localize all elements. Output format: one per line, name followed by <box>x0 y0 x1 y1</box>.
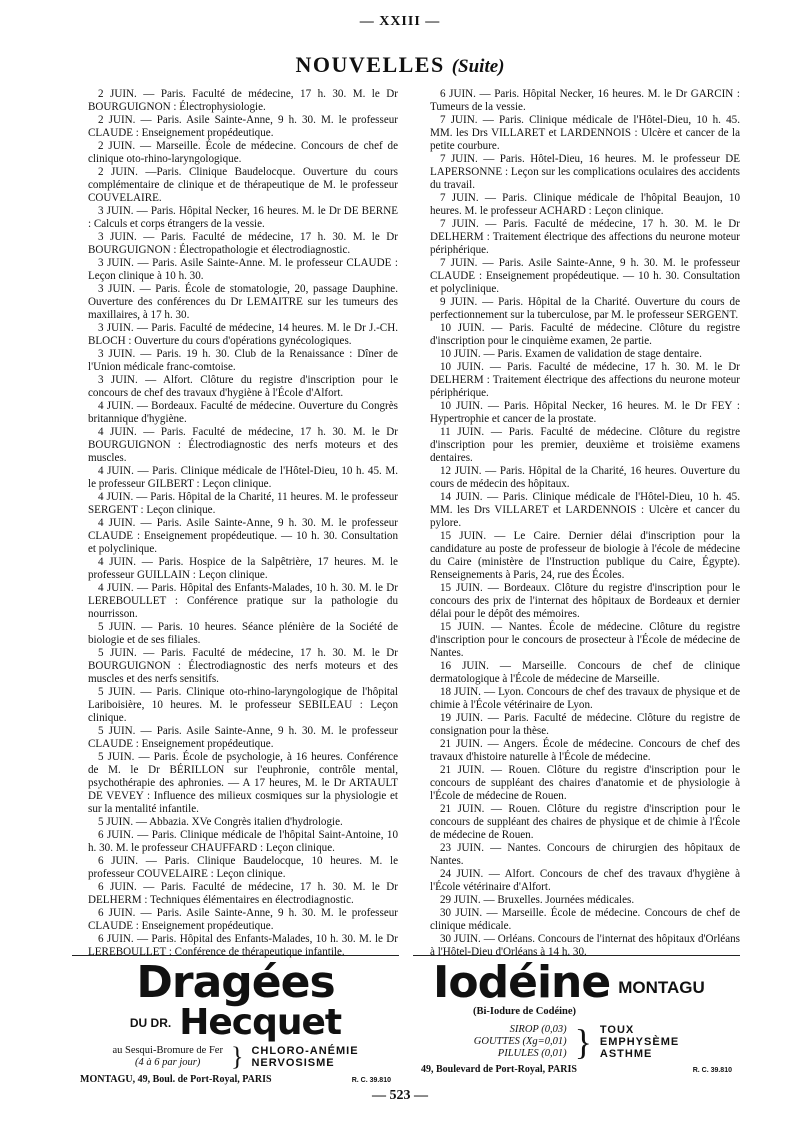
ad-iodeine-montagu <box>413 955 740 1095</box>
news-entry: 2 JUIN. — Paris. Asile Sainte-Anne, 9 h. 30. M. le professeur CLAUDE : Enseignement propédeutique. <box>88 114 398 139</box>
news-entry: 3 JUIN. — Alfort. Clôture du registre d'inscription pour le concours de chef des travaux d'hygiène à l'École d'Alfort. <box>88 374 398 399</box>
news-entry: 6 JUIN. — Paris. Hôpital Necker, 16 heures. M. le Dr GARCIN : Tumeurs de la vessie. <box>430 88 740 113</box>
news-entry: 11 JUIN. — Paris. Faculté de médecine. Clôture du registre d'inscription pour les premier, deuxième et troisième examens dentaires. <box>430 426 740 464</box>
brace-symbol: } <box>574 1022 592 1062</box>
news-entry: 10 JUIN. — Paris. Examen de validation de stage dentaire. <box>440 348 702 360</box>
ad-form-pilules: PILULES (0,01) <box>497 1048 567 1059</box>
news-entry: 4 JUIN. — Bordeaux. Faculté de médecine. Ouverture du Congrès britannique d'hygiène. <box>88 400 398 425</box>
news-entry: 29 JUIN. — Bruxelles. Journées médicales. <box>440 894 635 906</box>
news-entry: 4 JUIN. — Paris. Hôpital des Enfants-Malades, 10 h. 30. M. le Dr LEREBOULLET : Conférence pratique sur la pathologie du nourrisson. <box>88 582 398 620</box>
ad-brand-montagu: MONTAGU <box>618 978 705 997</box>
news-entry: 4 JUIN. — Paris. Clinique médicale de l'Hôtel-Dieu, 10 h. 45. M. le professeur GILBERT : Leçon clinique. <box>88 465 398 490</box>
news-entry: 7 JUIN. — Paris. Faculté de médecine, 17 h. 30. M. le Dr DELHERM : Traitement électrique des affections du neurone moteur périphérique. <box>430 218 740 256</box>
news-entry: 7 JUIN. — Paris. Clinique médicale de l'hôpital Beaujon, 10 heures. M. le professeur ACHARD : Leçon clinique. <box>430 192 740 217</box>
news-entry: 6 JUIN. — Paris. Clinique Baudelocque, 10 heures. M. le professeur COUVELAIRE : Leçon clinique. <box>88 855 398 880</box>
ad-indication-toux: TOUX <box>599 1024 635 1036</box>
news-entry: 5 JUIN. — Paris. 10 heures. Séance plénière de la Société de biologie et de ses filiales. <box>88 621 398 646</box>
news-entry: 19 JUIN. — Paris. Faculté de médecine. Clôture du registre de consignation pour la thèse. <box>430 712 740 737</box>
ad-brand-hecquet: Hecquet <box>179 1002 342 1043</box>
news-entry: 10 JUIN. — Paris. Faculté de médecine. Clôture du registre d'inscription pour le cinquième examen, 2e partie. <box>430 322 740 347</box>
news-entry: 5 JUIN. — Abbazia. XVe Congrès italien d'hydrologie. <box>98 816 343 828</box>
news-columns <box>88 88 740 958</box>
news-entry: 4 JUIN. — Paris. Faculté de médecine, 17 h. 30. M. le Dr BOURGUIGNON : Électrodiagnostic des nerfs moteurs et des muscles. <box>88 426 398 464</box>
title-text: NOUVELLES <box>295 52 445 77</box>
news-entry: 3 JUIN. — Paris. Faculté de médecine, 14 heures. M. le Dr J.-CH. BLOCH : Ouverture du cours d'opérations gynécologiques. <box>88 322 398 347</box>
news-entry: 2 JUIN. — Paris. Faculté de médecine, 17 h. 30. M. le Dr BOURGUIGNON : Électrophysiologie. <box>88 88 398 113</box>
news-entry: 4 JUIN. — Paris. Hôpital de la Charité, 11 heures. M. le professeur SERGENT : Leçon clinique. <box>88 491 398 516</box>
news-entry: 7 JUIN. — Paris. Hôtel-Dieu, 16 heures. M. le professeur DE LAPERSONNE : Leçon sur les complications oculaires des accidents du travail. <box>430 153 740 191</box>
ad-dosage: (4 à 6 par jour) <box>135 1057 201 1068</box>
title-suite: (Suite) <box>451 56 505 77</box>
news-entry: 3 JUIN. — Paris. École de stomatologie, 20, passage Dauphine. Ouverture des conférences du Dr LEMAITRE sur les tumeurs des maxillaires, à 17 h. 30. <box>88 283 398 321</box>
news-entry: 4 JUIN. — Paris. Asile Sainte-Anne, 9 h. 30. M. le professeur CLAUDE : Enseignement propédeutique. — 10 h. 30. Consultation et polyclinique. <box>88 517 398 555</box>
news-entry: 3 JUIN. — Paris. Hôpital Necker, 16 heures. M. le Dr DE BERNE : Calculs et corps étrangers de la vessie. <box>88 205 398 230</box>
ad-dragees-hecquet <box>72 955 399 1095</box>
ad-du-dr: DU DR. <box>129 1016 172 1030</box>
news-entry: 15 JUIN. — Nantes. École de médecine. Clôture du registre d'inscription pour le concours de prosecteur à l'École de médecine de Nantes. <box>430 621 740 659</box>
news-entry: 7 JUIN. — Paris. Clinique médicale de l'Hôtel-Dieu, 10 h. 45. MM. les Drs VILLARET et LARDENNOIS : Ulcère et cancer de la petite courbure. <box>430 114 740 152</box>
news-entry: 3 JUIN. — Paris. Asile Sainte-Anne. M. le professeur CLAUDE : Leçon clinique à 10 h. 30. <box>88 257 398 282</box>
news-entry: 10 JUIN. — Paris. Hôpital Necker, 16 heures. M. le Dr FEY : Hypertrophie et cancer de la prostate. <box>430 400 740 425</box>
ad-rc-number: R. C. 39.810 <box>692 1066 732 1074</box>
ad-address: MONTAGU, 49, Boul. de Port-Royal, PARIS <box>80 1074 272 1085</box>
news-entry: 30 JUIN. — Orléans. Concours de l'internat des hôpitaux d'Orléans à l'Hôtel-Dieu d'Orléans à 14 h. 30. <box>430 933 740 958</box>
news-entry: 18 JUIN. — Lyon. Concours de chef des travaux de physique et de chimie à l'École vétérinaire de Lyon. <box>430 686 740 711</box>
news-entry: 6 JUIN. — Paris. Faculté de médecine, 17 h. 30. M. le Dr DELHERM : Techniques élémentaires en électrodiagnostic. <box>88 881 398 906</box>
ad-indication-1: CHLORO-ANÉMIE <box>251 1045 359 1057</box>
news-entry: 2 JUIN. — Marseille. École de médecine. Concours de chef de clinique oto-rhino-laryngologique. <box>88 140 398 165</box>
ad-composition: au Sesqui-Bromure de Fer <box>112 1045 223 1056</box>
news-entry: 9 JUIN. — Paris. Hôpital de la Charité. Ouverture du cours de perfectionnement sur la tuberculose, par M. le professeur SERGENT. <box>430 296 740 321</box>
ad-form-sirop: SIROP (0,03) <box>509 1024 567 1035</box>
news-entry: 6 JUIN. — Paris. Clinique médicale de l'hôpital Saint-Antoine, 10 h. 30. M. le professeur CHAUFFARD : Leçon clinique. <box>88 829 398 854</box>
news-entry: 2 JUIN. —Paris. Clinique Baudelocque. Ouverture du cours complémentaire de clinique et de thérapeutique de M. le professeur COUVELAIRE. <box>88 166 398 204</box>
news-entry: 6 JUIN. — Paris. Asile Sainte-Anne, 9 h. 30. M. le professeur CLAUDE : Enseignement propédeutique. <box>88 907 398 932</box>
ad-indication-asthme: ASTHME <box>599 1048 653 1060</box>
brace-symbol: } <box>230 1042 244 1071</box>
news-entry: 24 JUIN. — Alfort. Concours de chef des travaux d'hygiène à l'École vétérinaire d'Alfort. <box>430 868 740 893</box>
news-entry: 5 JUIN. — Paris. Clinique oto-rhino-laryngologique de l'hôpital Lariboisière, 10 heures. M. le professeur SEBILEAU : Leçon clinique. <box>88 686 398 724</box>
news-entry: 12 JUIN. — Paris. Hôpital de la Charité, 16 heures. Ouverture du cours de médecin des hôpitaux. <box>430 465 740 490</box>
news-entry: 5 JUIN. — Paris. Asile Sainte-Anne, 9 h. 30. M. le professeur CLAUDE : Enseignement propédeutique. <box>88 725 398 750</box>
ad-brand-iodeine: Iodéine <box>433 957 611 1008</box>
news-entry: 15 JUIN. — Le Caire. Dernier délai d'inscription pour la candidature au poste de professeur de biologie à l'école de médecine du Caire (ministère de l'Instruction publique du Caire, Égypte). Renseignements à Paris, 24, rue des Écoles. <box>430 530 740 581</box>
news-entry: 15 JUIN. — Bordeaux. Clôture du registre d'inscription pour le concours des prix de l'internat des hôpitaux de Bordeaux et dernier délai pour le dépôt des mémoires. <box>430 582 740 620</box>
news-entry: 3 JUIN. — Paris. Faculté de médecine, 17 h. 30. M. le Dr BOURGUIGNON : Électropathologie et électrodiagnostic. <box>88 231 398 256</box>
ad-brand-dragees: Dragées <box>136 957 335 1008</box>
news-entry: 5 JUIN. — Paris. École de psychologie, à 16 heures. Conférence de M. le Dr BÉRILLON sur l'euphronie, contrôle mental, psychothérapie des aphronies. — A 17 heures, M. le Dr ARTAULT DE VEVEY : Influence des milieux cosmiques sur la physiologie et sur la mentalité infantile. <box>88 751 398 815</box>
ad-indication-emphyseme: EMPHYSÈME <box>599 1036 680 1048</box>
page-roman-numeral: — XXIII — <box>359 14 441 29</box>
news-entry: 16 JUIN. — Marseille. Concours de chef de clinique dermatologique à l'École de médecine de Marseille. <box>430 660 740 685</box>
ad-rc-number: R. C. 39.810 <box>351 1076 391 1084</box>
news-entry: 21 JUIN. — Rouen. Clôture du registre d'inscription pour le concours de suppléant des chaires de physique et de chimie à l'École de médecine de Rouen. <box>430 803 740 841</box>
left-column <box>88 88 398 958</box>
news-entry: 7 JUIN. — Paris. Asile Sainte-Anne, 9 h. 30. M. le professeur CLAUDE : Enseignement propédeutique. — 10 h. 30. Consultation et polyclinique. <box>430 257 740 295</box>
page-number: — 523 — <box>372 1088 428 1103</box>
ad-form-gouttes: GOUTTES (Xg=0,01) <box>473 1036 567 1047</box>
news-entry: 4 JUIN. — Paris. Hospice de la Salpêtrière, 17 heures. M. le professeur GUILLAIN : Leçon clinique. <box>88 556 398 581</box>
ad-indication-2: NERVOSISME <box>251 1057 335 1069</box>
page-title <box>0 52 800 78</box>
news-entry: 3 JUIN. — Paris. 19 h. 30. Club de la Renaissance : Dîner de l'Union médicale franc-comtoise. <box>88 348 398 373</box>
news-entry: 6 JUIN. — Paris. Hôpital des Enfants-Malades, 10 h. 30. M. le Dr LEREBOULLET : Conférence de thérapeutique infantile. <box>88 933 398 958</box>
right-column <box>430 88 740 958</box>
news-entry: 21 JUIN. — Rouen. Clôture du registre d'inscription pour le concours de suppléant des chaires d'anatomie et de physiologie à l'École de médecine de Rouen. <box>430 764 740 802</box>
advertisements <box>72 955 740 1095</box>
news-entry: 23 JUIN. — Nantes. Concours de chirurgien des hôpitaux de Nantes. <box>430 842 740 867</box>
news-entry: 10 JUIN. — Paris. Faculté de médecine, 17 h. 30. M. le Dr DELHERM : Traitement électrique des affections du neurone moteur périphérique. <box>430 361 740 399</box>
ad-subtitle: (Bi-Iodure de Codéine) <box>473 1006 577 1017</box>
news-entry: 5 JUIN. — Paris. Faculté de médecine, 17 h. 30. M. le Dr BOURGUIGNON : Électrodiagnostic des nerfs moteurs et des muscles et des nerfs sensitifs. <box>88 647 398 685</box>
news-entry: 21 JUIN. — Angers. École de médecine. Concours de chef des travaux d'histoire naturelle à l'École de médecine. <box>430 738 740 763</box>
news-entry: 14 JUIN. — Paris. Clinique médicale de l'Hôtel-Dieu, 10 h. 45. MM. les Drs VILLARET et LARDENNOIS : Ulcère et cancer du pylore. <box>430 491 740 529</box>
news-entry: 30 JUIN. — Marseille. École de médecine. Concours de chef de clinique médicale. <box>430 907 740 932</box>
ad-address: 49, Boulevard de Port-Royal, PARIS <box>421 1064 577 1075</box>
